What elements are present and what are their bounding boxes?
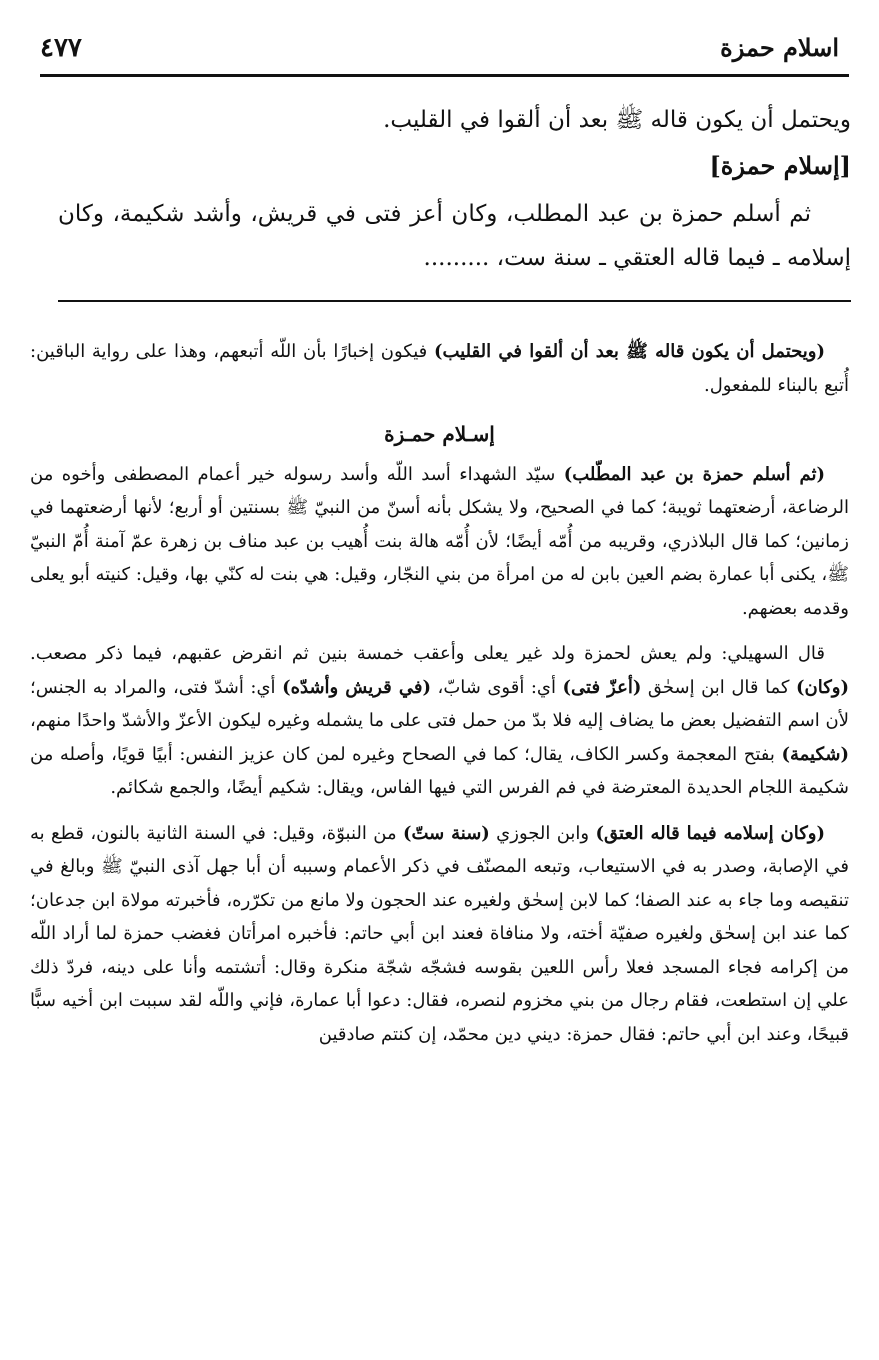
matn-dots: ......... [423, 245, 490, 271]
page-number: ٤٧٧ [40, 33, 82, 63]
header-rule [40, 74, 849, 77]
commentary-text: من النبوّة، وقيل: في السنة الثانية بالنون، قطع به في الإصابة، وصدر به في الاستيعاب، وتبعه المصنّف في ذكر الأعمام وسببه أن أبا جهل آذى النبيّ ﷺ وبالغ في تنقيصه وما جاء به عند الصفا؛ كما لابن إسحٰق ولغيره عند الحجون ولا مانع من تكرّره، فأخبرته مولاة ابن جدعان؛ كما عند ابن إسحٰق ولغيره صفيّة أخته، ولا منافاة فعند ابن أبي حاتم: فأخبره امرأتان فغضب حمزة لما أراد اللّه من إكرامه فجاء المسجد فعلا رأس اللعين بقوسه فشجّه شجّة منكرة وقال: أتشتمه وأنا على دينه، فردّ ذلك علي إن استطعت، فقام رجال من بني مخزوم لنصره، فقال: دعوا أبا عمارة، فإني واللّه لقد سببت ابن أخيه سبًّا قبيحًا، وعند ابن أبي حاتم: فقال حمزة: ديني دين محمّد، إن كنتم صادقين [30, 822, 849, 1045]
commentary-text: كما قال ابن إسحٰق [641, 676, 796, 698]
commentary-quote: (شكيمة) [781, 743, 849, 765]
commentary-paragraph-3 [30, 637, 849, 805]
running-title: اسلام حمزة [720, 33, 839, 62]
main-text [58, 98, 851, 280]
commentary-quote: (ثم أسلم حمزة بن عبد المطّلب) [563, 463, 825, 485]
matn-line-1: ويحتمل أن يكون قاله ﷺ بعد أن ألقوا في القليب. [383, 107, 851, 133]
matn-heading: [إسلام حمزة] [709, 151, 851, 180]
separator-rule [58, 300, 851, 302]
commentary-paragraph-2 [30, 458, 849, 626]
commentary-quote: (وكان إسلامه فيما قاله العتق) [595, 822, 825, 844]
commentary-text: أي: أقوى شابّ، [430, 676, 563, 698]
matn-paragraph [58, 192, 851, 280]
commentary-text: أي: أشدّ فتى، والمراد به الجنس؛ لأن اسم التفضيل بعض ما يضاف إليه فلا بدّ من حمل فتى على ما يشمله وغيره ليكون الأعزّ والأشدّ واحدًا منهم، [30, 676, 849, 731]
commentary-quote: (ويحتمل أن يكون قاله ﷺ بعد أن ألقوا في القليب) [433, 341, 825, 362]
commentary-quote: (في قريش وأشدّه) [282, 676, 431, 698]
section-title: إسـلام حمـزة [384, 422, 495, 446]
matn-paragraph-text: ثم أسلم حمزة بن عبد المطلب، وكان أعز فتى في قريش، وأشد شكيمة، وكان إسلامه ـ فيما قاله العتقي ـ سنة ست، [58, 201, 851, 271]
commentary [30, 335, 849, 1051]
commentary-quote: (سنة ستّ) [402, 822, 490, 844]
commentary-text: وابن الجوزي [489, 822, 596, 844]
commentary-text: بفتح المعجمة وكسر الكاف، يقال؛ كما في الصحاح وغيره لمن كان عزيز النفس: أبيًا قويًا، وأصله من شكيمة اللجام الحديدة المعترضة في فم الفرس التي فيها الفاس، ويقال: شكيم أيضًا، والجمع شكائم. [30, 743, 849, 798]
page-header [40, 28, 849, 68]
commentary-paragraph-1 [30, 335, 849, 402]
commentary-text: سيّد الشهداء أسد اللّه وأسد رسوله خير أعمام المصطفى وأخوه من الرضاعة، أرضعتهما ثويبة؛ كما في الصحيح، ولا يشكل بأنه أسنّ من النبيّ ﷺ بسنتين أو أربع؛ لأنها أرضعتهما في زمانين؛ كما قال البلاذري، وقريبه من أُمّه أيضًا؛ لأن أُمّه هالة بنت أُهيب بن عبد مناف بن زهرة عمّ آمنة أُمّ النبيّ ﷺ، يكنى أبا عمارة بضم العين بابن له من امرأة من بني النجّار، وقيل: هي بنت له كنّي بها، وقيل: كنيته أبو يعلى وقدمه بعضهم. [30, 463, 849, 619]
commentary-paragraph-4 [30, 817, 849, 1052]
commentary-quote: (وكان) [796, 676, 849, 698]
commentary-text: قال السهيلي: ولم يعش لحمزة ولد غير يعلى وأعقب خمسة بنين ثم انقرض عقبهم، فيما ذكر مصعب. [30, 643, 825, 664]
commentary-quote: (أعزّ فتى) [562, 676, 642, 698]
commentary-text: فيكون إخبارًا بأن اللّه أتبعهم، وهذا على رواية الباقين: أُتبع بالبناء للمفعول. [30, 341, 849, 396]
